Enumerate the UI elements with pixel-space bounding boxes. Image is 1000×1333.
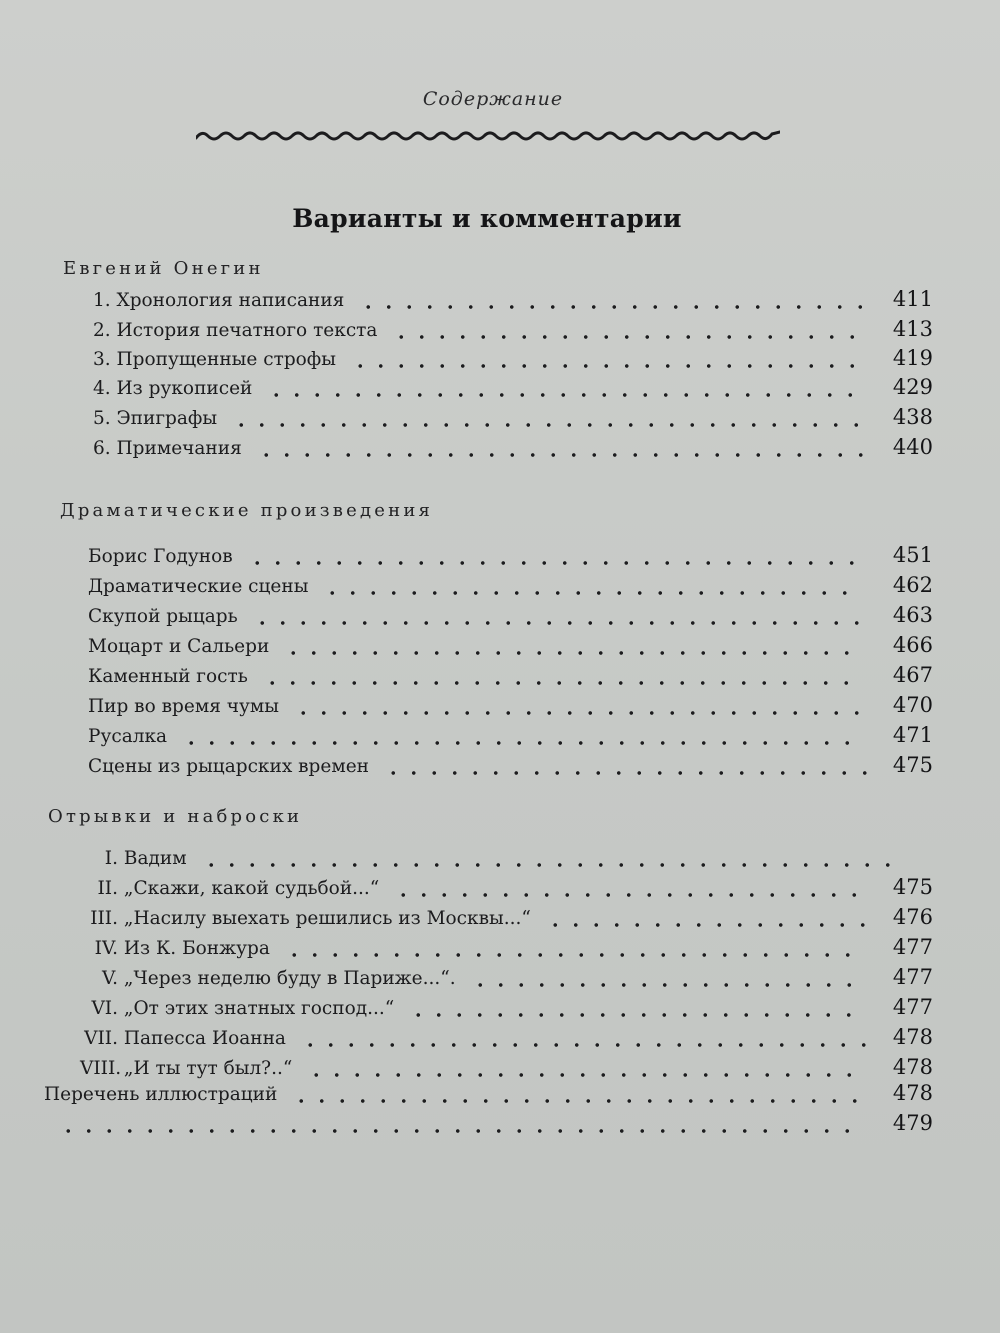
dot-leader bbox=[322, 591, 855, 595]
dot-leader bbox=[306, 1073, 860, 1077]
toc-entry[interactable] bbox=[93, 347, 933, 377]
toc-entry-label: Русалка bbox=[88, 726, 168, 747]
toc-entry-final[interactable] bbox=[44, 1112, 933, 1142]
toc-entry-label bbox=[80, 996, 394, 1022]
toc-entry-label bbox=[80, 1056, 292, 1082]
dot-leader bbox=[470, 983, 860, 987]
dot-leader bbox=[300, 1043, 874, 1047]
dot-leader bbox=[291, 1099, 865, 1103]
toc-entry-page: 477 bbox=[892, 965, 933, 989]
toc-entry-title: Из К. Бонжура bbox=[123, 938, 270, 959]
toc-entry-label: 2. История печатного текста bbox=[93, 320, 378, 341]
toc-entry[interactable] bbox=[93, 436, 933, 466]
toc-entry-page: 477 bbox=[892, 935, 933, 959]
toc-entry[interactable] bbox=[88, 544, 933, 574]
toc-entry-title: Папесса Иоанна bbox=[123, 1028, 286, 1049]
toc-entry-label: 5. Эпиграфы bbox=[93, 408, 218, 429]
roman-numeral: V. bbox=[101, 968, 118, 989]
toc-entry-label bbox=[80, 1026, 286, 1052]
toc-entry-label: Пир во время чумы bbox=[88, 696, 279, 717]
dot-leader bbox=[408, 1013, 859, 1017]
toc-entry-label: Каменный гость bbox=[88, 666, 248, 687]
roman-numeral: I. bbox=[104, 848, 118, 869]
toc-entry-label bbox=[80, 906, 531, 932]
toc-entry[interactable] bbox=[88, 724, 933, 754]
toc-entry-page: 451 bbox=[892, 543, 933, 567]
toc-entry-label bbox=[80, 936, 270, 962]
toc-entry-title: „Насилу выехать решились из Москвы...“ bbox=[123, 908, 531, 929]
toc-entry-label: 4. Из рукописей bbox=[93, 378, 253, 399]
dot-leader bbox=[391, 335, 863, 339]
dot-leader bbox=[545, 923, 873, 927]
section-heading-dramatic: Драматические произведения bbox=[60, 500, 434, 521]
toc-entry[interactable] bbox=[93, 288, 933, 318]
dot-leader bbox=[358, 305, 871, 309]
toc-entry-page: 479 bbox=[892, 1111, 933, 1135]
roman-numeral: IV. bbox=[94, 938, 118, 959]
toc-entry[interactable] bbox=[80, 846, 933, 876]
roman-numeral: VII. bbox=[84, 1028, 118, 1049]
contents-title: Варианты и комментарии bbox=[292, 204, 682, 233]
dot-leader bbox=[266, 393, 861, 397]
dot-leader bbox=[383, 771, 875, 775]
running-head: Содержание bbox=[422, 88, 564, 110]
toc-entry[interactable] bbox=[88, 664, 933, 694]
toc-entry-label bbox=[80, 876, 379, 902]
roman-numeral: III. bbox=[90, 908, 118, 929]
dot-leader bbox=[350, 364, 863, 368]
toc-entry-page: 462 bbox=[892, 573, 933, 597]
toc-entry-title: „Через неделю буду в Париже...“. bbox=[123, 968, 456, 989]
toc-entry-page: 478 bbox=[892, 1025, 933, 1049]
toc-entry-label: 6. Примечания bbox=[93, 438, 242, 459]
toc-entry-title: Вадим bbox=[123, 848, 187, 869]
toc-entry[interactable] bbox=[93, 376, 933, 406]
dot-leader bbox=[293, 711, 867, 715]
toc-entry-page: 470 bbox=[892, 693, 933, 717]
toc-entry-label: Драматические сцены bbox=[88, 576, 309, 597]
toc-entry-page: 477 bbox=[892, 995, 933, 1019]
toc-entry-page: 475 bbox=[892, 753, 933, 777]
wavy-ornament bbox=[196, 124, 780, 146]
dot-leader bbox=[252, 621, 867, 625]
toc-entry[interactable] bbox=[80, 1026, 933, 1056]
toc-entry-label: Сцены из рыцарских времен bbox=[88, 756, 370, 777]
dot-leader bbox=[247, 561, 862, 565]
dot-leader bbox=[181, 741, 858, 745]
toc-entry-page: 463 bbox=[892, 603, 933, 627]
toc-entry[interactable] bbox=[93, 318, 933, 348]
toc-entry-title: „Скажи, какой судьбой...“ bbox=[123, 878, 380, 899]
toc-entry-label bbox=[80, 966, 456, 992]
dot-leader bbox=[201, 863, 898, 867]
toc-entry-page: 413 bbox=[892, 317, 933, 341]
roman-numeral: VI. bbox=[91, 998, 118, 1019]
toc-entry-label: Борис Годунов bbox=[88, 546, 233, 567]
section-heading-onegin: Евгений Онегин bbox=[63, 258, 264, 279]
toc-entry[interactable] bbox=[88, 604, 933, 634]
toc-entry[interactable] bbox=[80, 936, 933, 966]
toc-entry[interactable] bbox=[88, 754, 933, 784]
roman-numeral: VIII. bbox=[80, 1058, 122, 1079]
toc-entry-label: 3. Пропущенные строфы bbox=[93, 349, 337, 370]
toc-entry-page: 438 bbox=[892, 405, 933, 429]
toc-entry-label: Моцарт и Сальери bbox=[88, 636, 270, 657]
toc-entry-page: 411 bbox=[892, 287, 933, 311]
toc-entry[interactable] bbox=[80, 876, 933, 906]
section-heading-fragments: Отрывки и наброски bbox=[48, 806, 303, 827]
toc-entry[interactable] bbox=[80, 966, 933, 996]
dot-leader bbox=[283, 651, 857, 655]
dot-leader bbox=[231, 423, 867, 427]
toc-entry-label: Перечень иллюстраций bbox=[44, 1084, 278, 1105]
toc-entry-page: 476 bbox=[892, 905, 933, 929]
toc-entry-page: 471 bbox=[892, 723, 933, 747]
toc-entry-page: 467 bbox=[892, 663, 933, 687]
toc-entry[interactable] bbox=[93, 406, 933, 436]
toc-entry-illustrations[interactable] bbox=[44, 1082, 933, 1112]
toc-entry-page: 419 bbox=[892, 346, 933, 370]
roman-numeral: II. bbox=[97, 878, 118, 899]
dot-leader bbox=[256, 453, 871, 457]
toc-entry-title: „От этих знатных господ...“ bbox=[123, 998, 395, 1019]
toc-entry[interactable] bbox=[88, 574, 933, 604]
toc-entry-label: Скупой рыцарь bbox=[88, 606, 238, 627]
dot-leader bbox=[284, 953, 858, 957]
toc-entry-page: 475 bbox=[892, 875, 933, 899]
dot-leader bbox=[58, 1129, 858, 1133]
toc-entry[interactable] bbox=[88, 694, 933, 724]
toc-entry-page: 478 bbox=[892, 1055, 933, 1079]
toc-entry[interactable] bbox=[88, 634, 933, 664]
toc-entry-title: „И ты тут был?..“ bbox=[123, 1058, 293, 1079]
toc-entry[interactable] bbox=[80, 906, 933, 936]
toc-entry-label bbox=[80, 846, 187, 872]
toc-entry-page: 429 bbox=[892, 375, 933, 399]
dot-leader bbox=[262, 681, 857, 685]
dot-leader bbox=[393, 893, 865, 897]
toc-entry-page: 478 bbox=[892, 1081, 933, 1105]
toc-entry-label: 1. Хронология написания bbox=[93, 290, 345, 311]
toc-entry-page: 466 bbox=[892, 633, 933, 657]
toc-entry-page: 440 bbox=[892, 435, 933, 459]
toc-entry[interactable] bbox=[80, 996, 933, 1026]
